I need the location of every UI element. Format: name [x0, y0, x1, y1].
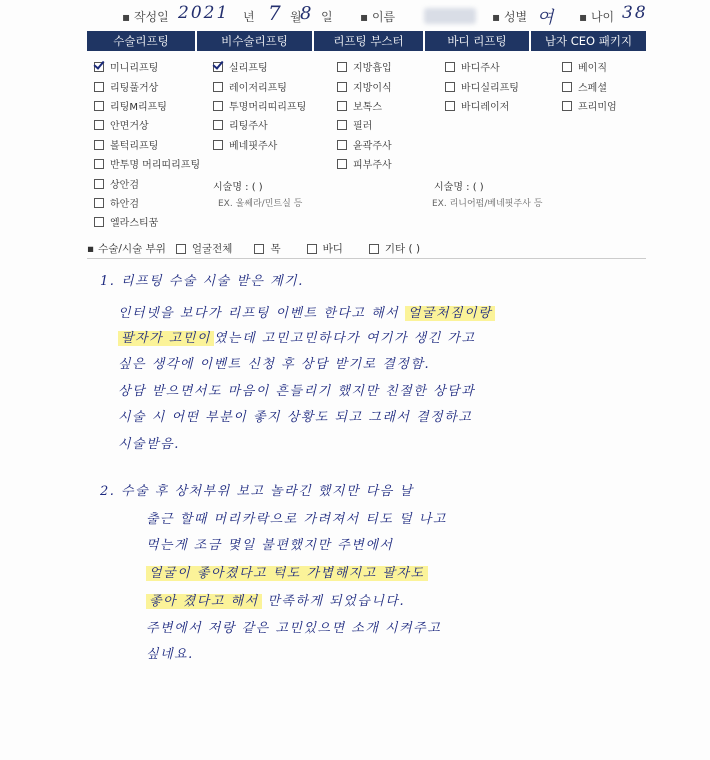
option-special[interactable] — [562, 79, 607, 94]
option-label: 바디레이저 — [461, 102, 510, 113]
checkbox[interactable] — [213, 120, 223, 130]
option-label: 상안검 — [110, 180, 139, 191]
option-label: 바디실리프팅 — [461, 83, 519, 94]
checkbox[interactable] — [562, 82, 572, 92]
checkbox[interactable] — [445, 62, 455, 72]
option-cheek-jaw-lifting[interactable] — [94, 137, 158, 152]
checkbox[interactable] — [94, 179, 104, 189]
checkbox[interactable] — [337, 62, 347, 72]
option-premium[interactable] — [562, 98, 617, 113]
option-contour-injection[interactable] — [337, 137, 392, 152]
handwritten-line: 인터넷을 보다가 리프팅 이벤트 한다고 해서 얼굴처짐이랑 — [118, 302, 495, 321]
option-liposuction[interactable] — [337, 59, 392, 74]
handwritten-line: 상담 받으면서도 마음이 흔들리기 했지만 친절한 상담과 — [118, 384, 476, 399]
option-label: 베이직 — [578, 63, 607, 74]
day-handwritten: 8 — [300, 3, 314, 24]
handwritten-line: 팔자가 고민이 였는데 고민고민하다가 여기가 생긴 가고 — [118, 327, 476, 346]
age-handwritten: 38 — [622, 3, 648, 23]
handwritten-line: 싶은 생각에 이벤트 신청 후 상담 받기로 결정함. — [118, 357, 431, 372]
option-neck: 목 — [270, 243, 281, 255]
option-mini-lifting[interactable] — [94, 59, 158, 74]
option-label: 지방흡입 — [353, 63, 392, 74]
option-m-lifting[interactable] — [94, 98, 167, 113]
checkbox[interactable] — [94, 217, 104, 227]
option-basic[interactable] — [562, 59, 607, 74]
surgery-name-field-right[interactable]: 시술명 : ( ) — [434, 182, 484, 193]
gender-label: ▪ 성별 — [492, 10, 528, 24]
highlight: 팔자가 고민이 — [118, 331, 214, 346]
option-body-thread[interactable] — [445, 79, 519, 94]
option-skin-injection[interactable] — [337, 156, 392, 171]
surgery-name-field-left[interactable]: 시술명 : ( ) — [213, 182, 263, 193]
checkbox[interactable] — [337, 140, 347, 150]
option-label: 바디주사 — [461, 63, 500, 74]
name-label: ▪ 이름 — [360, 10, 396, 24]
option-label: 레이저리프팅 — [229, 83, 287, 94]
option-label: 안면거상 — [110, 121, 149, 132]
handwritten-line: 시술 시 어떤 부분이 좋지 상황도 되고 그래서 결정하고 — [118, 410, 473, 425]
handwritten-line: 좋아 졌다고 해서 만족하게 되었습니다. — [146, 590, 405, 609]
checkbox[interactable] — [94, 120, 104, 130]
checkbox-checked[interactable] — [213, 62, 223, 72]
option-label: 윤곽주사 — [353, 141, 392, 152]
option-facelift[interactable] — [94, 117, 149, 132]
month-unit: 월 — [290, 10, 302, 24]
checkbox[interactable] — [94, 198, 104, 208]
tab-surgical-lifting[interactable]: 수술리프팅 — [87, 31, 197, 51]
option-label: 반투명 머리띠리프팅 — [110, 160, 201, 171]
option-label: 실리프팅 — [229, 63, 268, 74]
option-fat-graft[interactable] — [337, 79, 392, 94]
surgery-example-right: EX. 리니어펌/베네핏주사 등 — [432, 199, 543, 209]
option-lower-eyelid[interactable] — [94, 195, 139, 210]
checkbox-whole-face[interactable] — [176, 244, 186, 254]
tab-ceo-package[interactable]: 남자 CEO 패키지 — [531, 31, 646, 51]
checkbox[interactable] — [445, 82, 455, 92]
option-upper-eyelid[interactable] — [94, 176, 139, 191]
option-body: 바디 — [322, 243, 343, 255]
highlight: 얼굴이 좋아졌다고 턱도 가볍해지고 팔자도 — [146, 566, 428, 581]
year-handwritten: 2021 — [178, 3, 230, 23]
surgery-example-left: EX. 울쎄라/민트실 등 — [218, 199, 303, 209]
checkbox[interactable] — [337, 82, 347, 92]
checkbox[interactable] — [94, 82, 104, 92]
checkbox[interactable] — [213, 101, 223, 111]
option-whole-face: 얼굴전체 — [191, 243, 233, 255]
option-other: 기타 ( ) — [384, 243, 421, 255]
gender-handwritten: 여 — [537, 8, 556, 28]
tab-nonsurgical-lifting[interactable]: 비수술리프팅 — [197, 31, 314, 51]
month-handwritten: 7 — [268, 1, 283, 25]
option-elasti[interactable] — [94, 214, 158, 229]
checkbox[interactable] — [337, 159, 347, 169]
name-redacted — [424, 8, 476, 24]
bullet: ▪ — [87, 242, 95, 255]
checkbox[interactable] — [213, 82, 223, 92]
checkbox-neck[interactable] — [254, 244, 264, 254]
handwritten-line: 출근 할때 머리카락으로 가려져서 티도 덜 나고 — [146, 512, 447, 527]
handwritten-line: 싶네요. — [146, 647, 194, 662]
option-label: 리팅M리프팅 — [110, 102, 167, 113]
checkbox-other[interactable] — [369, 244, 379, 254]
option-benefit-injection[interactable] — [213, 137, 277, 152]
option-label: 스페셜 — [578, 83, 607, 94]
option-thread-lifting[interactable] — [213, 59, 268, 74]
option-label: 볼턱리프팅 — [110, 141, 159, 152]
divider — [87, 258, 646, 259]
option-botox[interactable] — [337, 98, 382, 113]
option-body-laser[interactable] — [445, 98, 509, 113]
option-headband-lifting[interactable] — [94, 156, 200, 171]
category-tabs — [87, 31, 646, 51]
option-label: 프리미엄 — [578, 102, 617, 113]
option-transparent-headband[interactable] — [213, 98, 306, 113]
handwritten-line — [146, 562, 428, 581]
option-label: 리팅주사 — [229, 121, 268, 132]
tab-body-lifting[interactable]: 바디 리프팅 — [425, 31, 531, 51]
age-label: ▪ 나이 — [579, 10, 615, 24]
surgery-part-label: 수술/시술 부위 — [98, 243, 166, 255]
option-lifting-injection[interactable] — [213, 117, 268, 132]
option-label: 보톡스 — [353, 102, 382, 113]
option-label: 필러 — [353, 121, 373, 132]
option-label: 엘라스티꿈 — [110, 218, 159, 229]
handwritten-line: 시술받음. — [118, 437, 180, 452]
day-unit: 일 — [321, 10, 333, 24]
highlight: 얼굴처짐이랑 — [405, 306, 495, 321]
option-laser-lifting[interactable] — [213, 79, 287, 94]
option-label: 미니리프팅 — [110, 63, 159, 74]
form-header — [0, 1, 710, 28]
tab-lifting-booster[interactable]: 리프팅 부스터 — [314, 31, 425, 51]
option-label: 리팅풀거상 — [110, 83, 159, 94]
checkbox-checked[interactable] — [94, 62, 104, 72]
checkbox-body[interactable] — [307, 244, 317, 254]
option-body-injection[interactable] — [445, 59, 500, 74]
option-label: 베네핏주사 — [229, 141, 278, 152]
year-unit: 년 — [243, 10, 255, 24]
option-label: 피부주사 — [353, 160, 392, 171]
highlight: 좋아 졌다고 해서 — [146, 594, 262, 609]
surgery-part-row — [87, 241, 420, 256]
checkbox[interactable] — [94, 159, 104, 169]
checkbox[interactable] — [562, 62, 572, 72]
written-date-label: ▪ 작성일 — [122, 10, 169, 24]
option-full-lifting[interactable] — [94, 79, 158, 94]
checkbox[interactable] — [94, 101, 104, 111]
checkbox[interactable] — [337, 101, 347, 111]
checkbox[interactable] — [562, 101, 572, 111]
checkbox[interactable] — [337, 120, 347, 130]
handwritten-question-2: 2. 수술 후 상처부위 보고 놀라긴 했지만 다음 날 — [100, 484, 414, 499]
handwritten-line: 주변에서 저랑 같은 고민있으면 소개 시켜주고 — [146, 621, 442, 636]
option-label: 하안검 — [110, 199, 139, 210]
checkbox[interactable] — [445, 101, 455, 111]
option-label: 지방이식 — [353, 83, 392, 94]
option-filler[interactable] — [337, 117, 372, 132]
option-label: 투명머리띠리프팅 — [229, 102, 307, 113]
handwritten-line: 먹는게 조금 몇일 불편했지만 주변에서 — [146, 538, 394, 553]
checkbox[interactable] — [94, 140, 104, 150]
checkbox[interactable] — [213, 140, 223, 150]
handwritten-question-1: 1. 리프팅 수술 시술 받은 계기. — [100, 274, 304, 289]
